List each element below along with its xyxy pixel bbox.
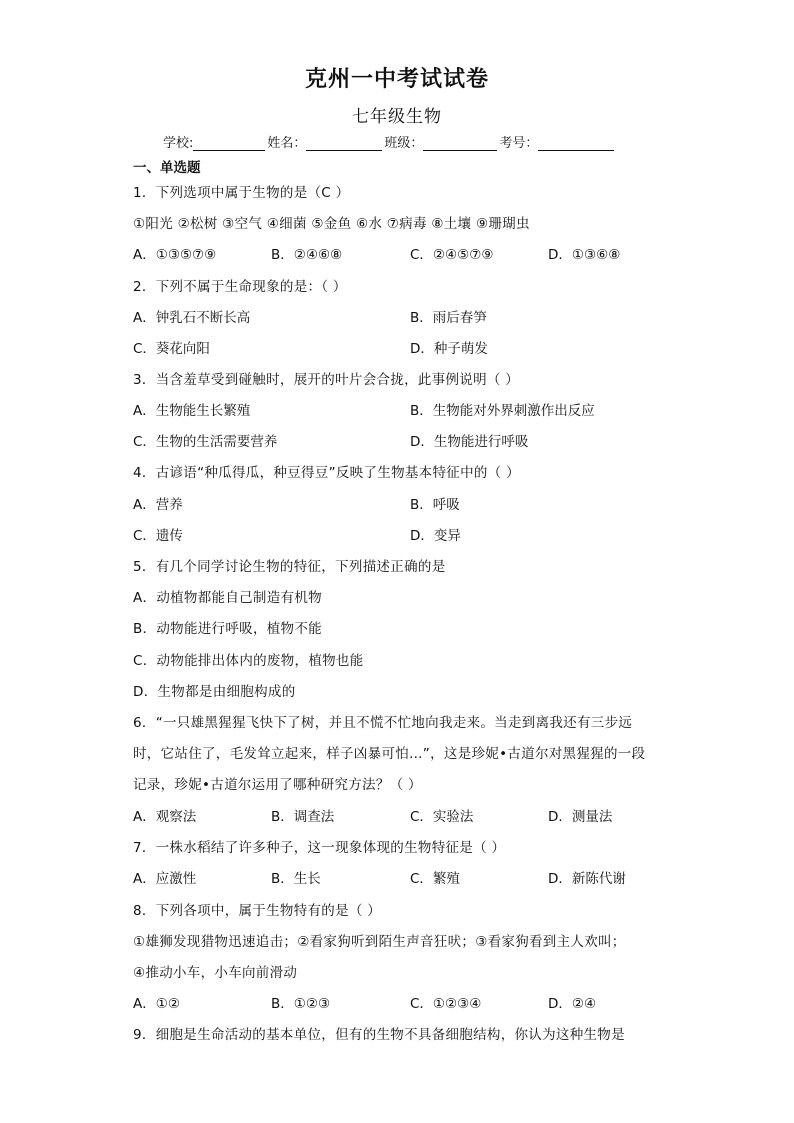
question-3-option-a: A．生物能生长繁殖 — [133, 403, 251, 419]
exam-title: 克州一中考试试卷 — [304, 67, 489, 92]
question-7-option-d: D．新陈代谢 — [548, 871, 626, 887]
exam-subtitle: 七年级生物 — [352, 107, 442, 127]
question-1-option-c: C．②④⑤⑦⑨ — [410, 247, 494, 263]
question-8-option-b: B．①②③ — [271, 996, 331, 1012]
question-8-items-line-1: ①雄狮发现猎物迅速追击；②看家狗听到陌生声音狂吠；③看家狗看到主人欢叫； — [133, 934, 626, 950]
question-2-option-c: C．葵花向阳 — [133, 341, 210, 357]
section-title: 一、单选题 — [133, 160, 201, 176]
question-3-option-c: C．生物的生活需要营养 — [133, 434, 278, 450]
question-1-option-b: B．②④⑥⑧ — [271, 247, 343, 263]
question-5-option-d: D．生物都是由细胞构成的 — [133, 684, 296, 700]
question-8-option-c: C．①②③④ — [410, 996, 482, 1012]
question-5-option-b: B．动物能进行呼吸，植物不能 — [133, 621, 322, 637]
question-5-option-c: C．动物能排出体内的废物，植物也能 — [133, 653, 364, 669]
school-field[interactable] — [193, 136, 265, 151]
question-5-option-a: A．动植物都能自己制造有机物 — [133, 590, 322, 606]
question-5-stem: 5．有几个同学讨论生物的特征，下列描述正确的是 — [133, 559, 446, 575]
class-label: 班级： — [384, 136, 424, 151]
question-6-stem-line-2: 时，它站住了，毛发耸立起来，样子凶暴可怕…”，这是珍妮•古道尔对黑猩猩的一段 — [133, 746, 646, 762]
question-4-option-c: C．遗传 — [133, 528, 183, 544]
question-6-stem-line-3: 记录，珍妮•古道尔运用了哪种研究方法？（ ） — [133, 777, 422, 793]
question-7-option-c: C．繁殖 — [410, 871, 460, 887]
question-3-stem: 3．当含羞草受到碰触时，展开的叶片会合拢，此事例说明（ ） — [133, 372, 520, 388]
question-6-option-a: A．观察法 — [133, 809, 197, 825]
class-field[interactable] — [423, 136, 497, 151]
question-4-stem: 4．古谚语“种瓜得瓜，种豆得豆”反映了生物基本特征中的（ ） — [133, 465, 520, 481]
question-3-option-d: D．生物能进行呼吸 — [410, 434, 529, 450]
question-1-option-d: D．①③⑥⑧ — [548, 247, 621, 263]
question-8-option-d: D．②④ — [548, 996, 597, 1012]
question-7-option-a: A．应激性 — [133, 871, 197, 887]
question-3-option-b: B．生物能对外界刺激作出反应 — [410, 403, 595, 419]
question-1-option-a: A．①③⑤⑦⑨ — [133, 247, 217, 263]
question-7-stem: 7．一株水稻结了许多种子，这一现象体现的生物特征是（ ） — [133, 840, 506, 856]
question-8-option-a: A．①② — [133, 996, 180, 1012]
school-label: 学校: — [163, 136, 194, 151]
question-9-stem: 9．细胞是生命活动的基本单位，但有的生物不具备细胞结构，你认为这种生物是 — [133, 1027, 625, 1043]
question-4-option-b: B．呼吸 — [410, 497, 460, 513]
name-label: 姓名： — [267, 136, 307, 151]
question-6-option-c: C．实验法 — [410, 809, 474, 825]
question-4-option-a: A．营养 — [133, 497, 183, 513]
question-2-option-b: B．雨后春笋 — [410, 310, 487, 326]
question-6-stem-line-1: 6．“一只雄黑猩猩飞快下了树，并且不慌不忙地向我走来。当走到离我还有三步远 — [133, 715, 633, 731]
question-6-option-d: D．测量法 — [548, 809, 613, 825]
question-8-items-line-2: ④推动小车，小车向前滑动 — [133, 965, 298, 981]
question-2-option-a: A．钟乳石不断长高 — [133, 310, 251, 326]
question-4-option-d: D．变异 — [410, 528, 461, 544]
question-7-option-b: B．生长 — [271, 871, 321, 887]
question-1-stem: 1．下列选项中属于生物的是（C ） — [133, 185, 350, 201]
question-1-items: ①阳光 ②松树 ③空气 ④细菌 ⑤金鱼 ⑥水 ⑦病毒 ⑧土壤 ⑨珊瑚虫 — [133, 216, 530, 232]
question-2-stem: 2．下列不属于生命现象的是：（ ） — [133, 279, 347, 295]
number-label: 考号： — [499, 136, 539, 151]
question-8-stem: 8．下列各项中，属于生物特有的是（ ） — [133, 903, 382, 919]
name-field[interactable] — [306, 136, 382, 151]
question-6-option-b: B．调查法 — [271, 809, 335, 825]
number-field[interactable] — [538, 136, 614, 151]
student-info-line — [163, 132, 616, 151]
question-2-option-d: D．种子萌发 — [410, 341, 488, 357]
